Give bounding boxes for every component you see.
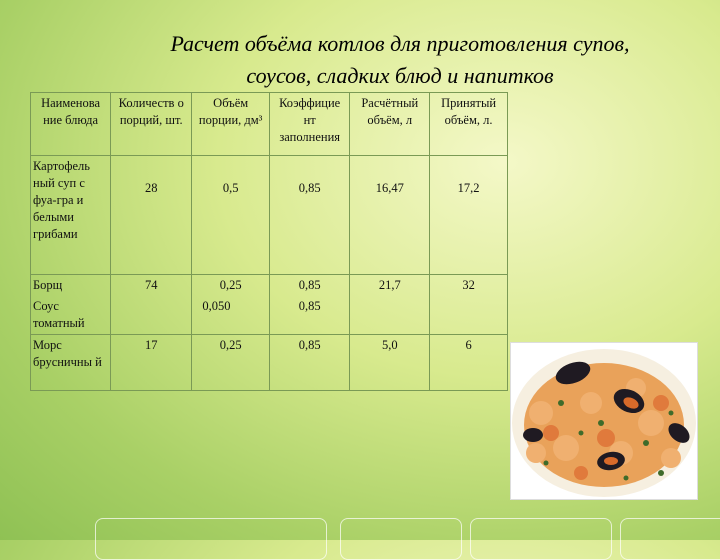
portions-cell xyxy=(111,296,192,335)
table-header-row xyxy=(31,93,508,156)
portions-cell: 74 xyxy=(111,275,192,297)
volume-cell: 0,5 xyxy=(192,156,270,275)
slide-title xyxy=(120,28,680,92)
header-portion-volume: Объём порции, дм³ xyxy=(192,93,270,156)
decorative-frame xyxy=(340,518,462,560)
calc-cell: 5,0 xyxy=(350,335,430,391)
header-fill-coefficient: Коэффицие нт заполнения xyxy=(269,93,349,156)
table-row xyxy=(31,275,508,297)
table-row xyxy=(31,296,508,335)
dish-name: Картофель ный суп с фуа-гра и белыми грибами xyxy=(31,156,111,275)
calc-cell: 16,47 xyxy=(350,156,430,275)
accepted-cell: 6 xyxy=(430,335,508,391)
decorative-frame xyxy=(470,518,612,560)
portions-cell: 17 xyxy=(111,335,192,391)
dish-name: Морс брусничны й xyxy=(31,335,111,391)
volume-cell: 0,050 xyxy=(192,296,270,335)
volume-cell: 0,25 xyxy=(192,335,270,391)
title-line-2: соусов, сладких блюд и напитков xyxy=(246,63,554,88)
title-line-1: Расчет объёма котлов для приготовления супов, xyxy=(170,31,630,56)
coef-cell: 0,85 xyxy=(269,296,349,335)
header-accepted-volume: Принятый объём, л. xyxy=(430,93,508,156)
header-portions: Количеств о порций, шт. xyxy=(111,93,192,156)
seafood-pasta-illustration xyxy=(511,343,697,499)
boiler-volume-table xyxy=(30,92,508,391)
coef-cell: 0,85 xyxy=(269,156,349,275)
portions-cell: 28 xyxy=(111,156,192,275)
volume-cell: 0,25 xyxy=(192,275,270,297)
coef-cell: 0,85 xyxy=(269,335,349,391)
header-calculated-volume: Расчётный объём, л xyxy=(350,93,430,156)
seafood-pasta-photo xyxy=(510,342,698,500)
accepted-cell: 32 xyxy=(430,275,508,297)
calc-cell xyxy=(350,296,430,335)
table-row xyxy=(31,335,508,391)
table-row xyxy=(31,156,508,275)
decorative-frame xyxy=(95,518,327,560)
header-dish-name: Наименова ние блюда xyxy=(31,93,111,156)
accepted-cell: 17,2 xyxy=(430,156,508,275)
coef-cell: 0,85 xyxy=(269,275,349,297)
dish-name: Соус томатный xyxy=(31,296,111,335)
accepted-cell xyxy=(430,296,508,335)
dish-name: Борщ xyxy=(31,275,111,297)
decorative-frame xyxy=(620,518,720,560)
calc-cell: 21,7 xyxy=(350,275,430,297)
